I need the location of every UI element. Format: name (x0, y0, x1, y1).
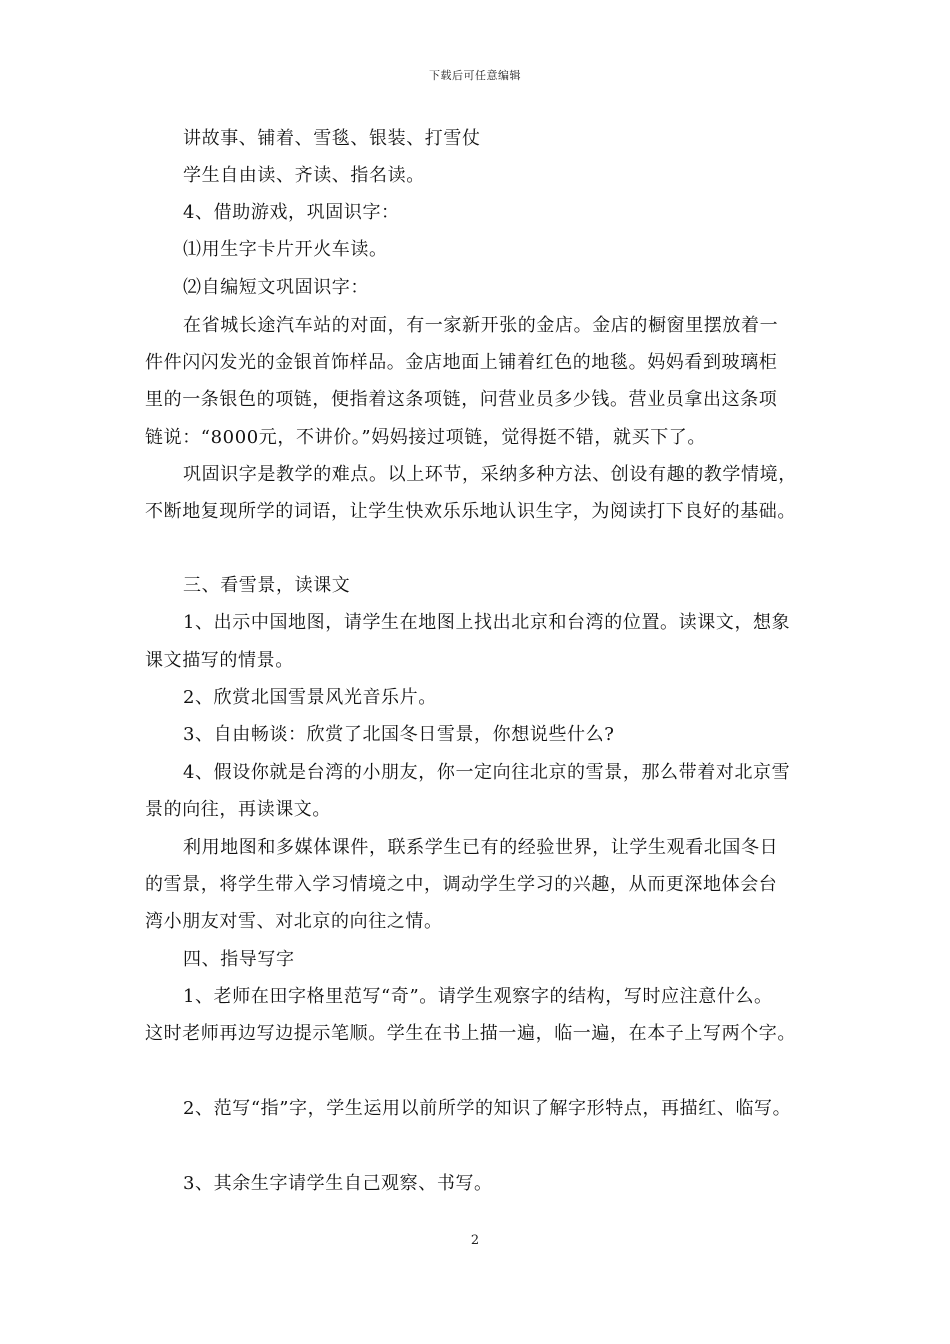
page-header: 下载后可任意编辑 (429, 69, 521, 82)
text-line: 在省城长途汽车站的对面，有一家新开张的金店。金店的橱窗里摆放着一 (183, 315, 779, 336)
text-line: 学生自由读、齐读、指名读。 (183, 165, 425, 186)
text-line: 景的向往，再读课文。 (145, 799, 331, 820)
section-heading: 三、看雪景，读课文 (183, 575, 351, 596)
section-heading: 四、指导写字 (183, 949, 295, 970)
text-line: 1、老师在田字格里范写“奇”。请学生观察字的结构，写时应注意什么。 (183, 986, 773, 1007)
text-line: 的雪景，将学生带入学习情境之中，调动学生学习的兴趣，从而更深地体会台 (145, 874, 778, 895)
text-line: 讲故事、铺着、雪毯、银装、打雪仗 (183, 128, 481, 149)
text-line: 湾小朋友对雪、对北京的向往之情。 (145, 911, 443, 932)
text-line: 课文描写的情景。 (145, 650, 294, 671)
text-line: 4、假设你就是台湾的小朋友，你一定向往北京的雪景，那么带着对北京雪 (183, 762, 791, 783)
text-line: 4、借助游戏，巩固识字： (183, 202, 400, 223)
text-line: 件件闪闪发光的金银首饰样品。金店地面上铺着红色的地毯。妈妈看到玻璃柜 (145, 352, 778, 373)
text-line: 3、自由畅谈：欣赏了北国冬日雪景，你想说些什么? (183, 724, 615, 745)
text-line: 1、出示中国地图，请学生在地图上找出北京和台湾的位置。读课文，想象 (183, 612, 791, 633)
text-line: 2、范写“指”字，学生运用以前所学的知识了解字形特点，再描红、临写。 (183, 1098, 792, 1119)
text-line: 利用地图和多媒体课件，联系学生已有的经验世界，让学生观看北国冬日 (183, 837, 779, 858)
text-line: 2、欣赏北国雪景风光音乐片。 (183, 687, 437, 708)
text-line: 3、其余生字请学生自己观察、书写。 (183, 1173, 493, 1194)
text-line: 这时老师再边写边提示笔顺。学生在书上描一遍，临一遍，在本子上写两个字。 (145, 1023, 796, 1044)
text-line: 里的一条银色的项链，便指着这条项链，问营业员多少钱。营业员拿出这条项 (145, 389, 778, 410)
text-line: 不断地复现所学的词语，让学生快欢乐乐地认识生字，为阅读打下良好的基础。 (145, 501, 796, 522)
text-line: ⑴用生字卡片开火车读。 (183, 239, 388, 260)
text-line: ⑵自编短文巩固识字： (183, 277, 369, 298)
text-line: 链说：“8000元，不讲价。”妈妈接过项链，觉得挺不错，就买下了。 (145, 427, 707, 448)
text-line: 巩固识字是教学的难点。以上环节，采纳多种方法、创设有趣的教学情境， (183, 464, 797, 485)
page-number: 2 (470, 1233, 480, 1248)
